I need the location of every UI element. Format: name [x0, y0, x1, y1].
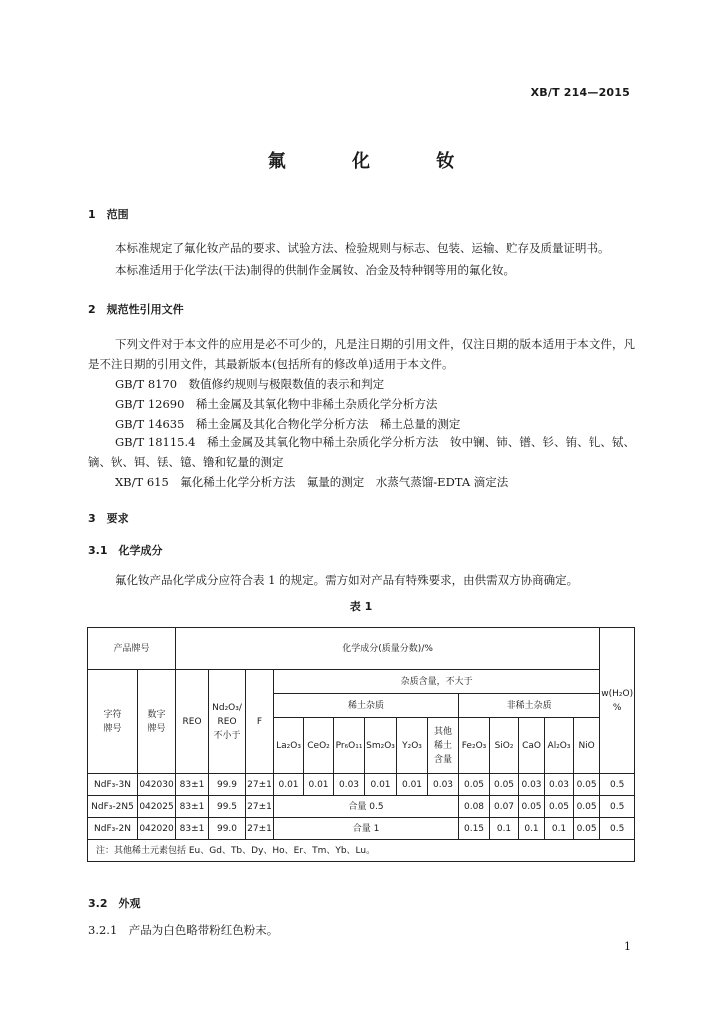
section-3-heading: 3 要求 — [88, 512, 129, 525]
other-re-b: 稀土 — [434, 740, 453, 751]
cell: NdF₃-2N — [88, 818, 138, 840]
cell: 合量 0.5 — [274, 796, 459, 818]
cell: 0.07 — [490, 796, 519, 818]
cell: 0.1 — [545, 818, 574, 840]
reference-item: GB/T 12690 稀土金属及其氧化物中非稀土杂质化学分析方法 — [115, 397, 438, 411]
cell: 27±1 — [246, 796, 274, 818]
cell: 0.05 — [545, 796, 574, 818]
table-caption: 表 1 — [349, 600, 373, 613]
table-row — [88, 774, 635, 796]
header-fluorine: F — [246, 670, 274, 774]
header-nonre-impurity: 非稀土杂质 — [459, 694, 600, 718]
section-1-heading: 1 范围 — [88, 208, 129, 221]
section-1-paragraph-1: 本标准规定了氟化钕产品的要求、试验方法、检验规则与标志、包装、运输、贮存及质量证明书。 — [115, 241, 610, 255]
header-product-grade: 产品牌号 — [88, 628, 176, 670]
section-2-heading: 2 规范性引用文件 — [88, 303, 184, 316]
cell: 0.01 — [274, 774, 304, 796]
char-grade-b: 牌号 — [103, 723, 122, 734]
col-y2o3: Y₂O₃ — [397, 718, 428, 774]
cell: 0.05 — [574, 774, 600, 796]
cell: 0.05 — [574, 818, 600, 840]
cell: 0.05 — [459, 774, 490, 796]
cell: 0.01 — [365, 774, 397, 796]
cell: NdF₃-3N — [88, 774, 138, 796]
reference-item: GB/T 14635 稀土金属及其化合物化学分析方法 稀土总量的测定 — [115, 417, 461, 431]
cell: 042030 — [138, 774, 176, 796]
nd2o3-b: REO — [217, 716, 237, 727]
cell: 0.5 — [600, 774, 635, 796]
other-re-c: 含量 — [434, 754, 453, 765]
header-reo: REO — [176, 670, 209, 774]
cell: 99.5 — [209, 796, 246, 818]
cell: 0.15 — [459, 818, 490, 840]
cell: 0.05 — [490, 774, 519, 796]
cell: 99.9 — [209, 774, 246, 796]
cell: 83±1 — [176, 774, 209, 796]
col-la2o3: La₂O₃ — [274, 718, 304, 774]
section-3-2-heading: 3.2 外观 — [88, 897, 141, 910]
num-grade-a: 数字 — [147, 709, 166, 720]
header-water — [600, 628, 635, 774]
cell: 83±1 — [176, 796, 209, 818]
header-num-grade — [138, 670, 176, 774]
cell: 合量 1 — [274, 818, 459, 840]
cell: 0.03 — [428, 774, 459, 796]
reference-item: XB/T 615 氟化稀土化学分析方法 氟量的测定 水蒸气蒸馏-EDTA 滴定法 — [115, 475, 509, 489]
composition-table — [87, 627, 635, 862]
header-impurity: 杂质含量，不大于 — [274, 670, 600, 694]
table-row — [88, 818, 635, 840]
col-cao: CaO — [519, 718, 545, 774]
cell: 0.1 — [490, 818, 519, 840]
other-re-a: 其他 — [434, 726, 453, 737]
col-al2o3: Al₂O₃ — [545, 718, 574, 774]
reference-item: GB/T 8170 数值修约规则与极限数值的表示和判定 — [115, 377, 385, 391]
cell: 83±1 — [176, 818, 209, 840]
cell: 0.03 — [545, 774, 574, 796]
header-re-impurity: 稀土杂质 — [274, 694, 459, 718]
char-grade-a: 字符 — [103, 709, 122, 720]
cell: 0.08 — [459, 796, 490, 818]
section-2-intro: 下列文件对于本文件的应用是必不可少的，凡是注日期的引用文件，仅注日期的版本适用于本文件，凡是不注日期的引用文件，其最新版本(包括所有的修改单)适用于本文件。 — [88, 337, 635, 371]
header-char-grade — [88, 670, 138, 774]
cell: 27±1 — [246, 818, 274, 840]
cell: 042025 — [138, 796, 176, 818]
nd2o3-a: Nd₂O₃/ — [212, 702, 242, 713]
cell: 042020 — [138, 818, 176, 840]
doc-number: XB/T 214—2015 — [530, 86, 630, 99]
col-nio: NiO — [574, 718, 600, 774]
nd2o3-c: 不小于 — [213, 730, 241, 741]
cell: NdF₃-2N5 — [88, 796, 138, 818]
cell: 27±1 — [246, 774, 274, 796]
section-3-2-1-paragraph: 3.2.1 产品为白色略带粉红色粉末。 — [88, 923, 279, 937]
table-note: 注：其他稀土元素包括 Eu、Gd、Tb、Dy、Ho、Er、Tm、Yb、Lu。 — [88, 840, 635, 862]
cell: 0.5 — [600, 796, 635, 818]
cell: 0.5 — [600, 818, 635, 840]
reference-item: GB/T 18115.4 稀土金属及其氧化物中稀土杂质化学分析方法 钕中镧、铈、镨、钐、铕、钆、铽、镝、钬、铒、铥、镱、镥和钇量的测定 — [88, 435, 635, 469]
header-nd2o3-ratio — [209, 670, 246, 774]
cell: 0.01 — [304, 774, 334, 796]
cell: 0.01 — [397, 774, 428, 796]
cell: 0.05 — [519, 796, 545, 818]
water-unit: % — [612, 702, 622, 713]
header-chemical-composition: 化学成分(质量分数)/% — [176, 628, 600, 670]
section-1-paragraph-2: 本标准适用于化学法(干法)制得的供制作金属钕、冶金及特种钢等用的氟化钕。 — [115, 263, 515, 277]
col-pr6o11: Pr₆O₁₁ — [334, 718, 365, 774]
document-title: 氟 化 钕 — [267, 151, 485, 172]
cell: 0.05 — [574, 796, 600, 818]
col-sm2o3: Sm₂O₃ — [365, 718, 397, 774]
num-grade-b: 牌号 — [147, 723, 166, 734]
col-sio2: SiO₂ — [490, 718, 519, 774]
cell: 0.03 — [519, 774, 545, 796]
section-3-1-paragraph: 氟化钕产品化学成分应符合表 1 的规定。需方如对产品有特殊要求，由供需双方协商确定。 — [115, 573, 579, 587]
cell: 0.1 — [519, 818, 545, 840]
col-ceo2: CeO₂ — [304, 718, 334, 774]
table-row — [88, 796, 635, 818]
page-number: 1 — [624, 940, 631, 953]
section-3-1-heading: 3.1 化学成分 — [88, 544, 163, 557]
water-label: w(H₂O) — [601, 688, 634, 699]
col-other-re — [428, 718, 459, 774]
cell: 99.0 — [209, 818, 246, 840]
col-fe2o3: Fe₂O₃ — [459, 718, 490, 774]
cell: 0.03 — [334, 774, 365, 796]
